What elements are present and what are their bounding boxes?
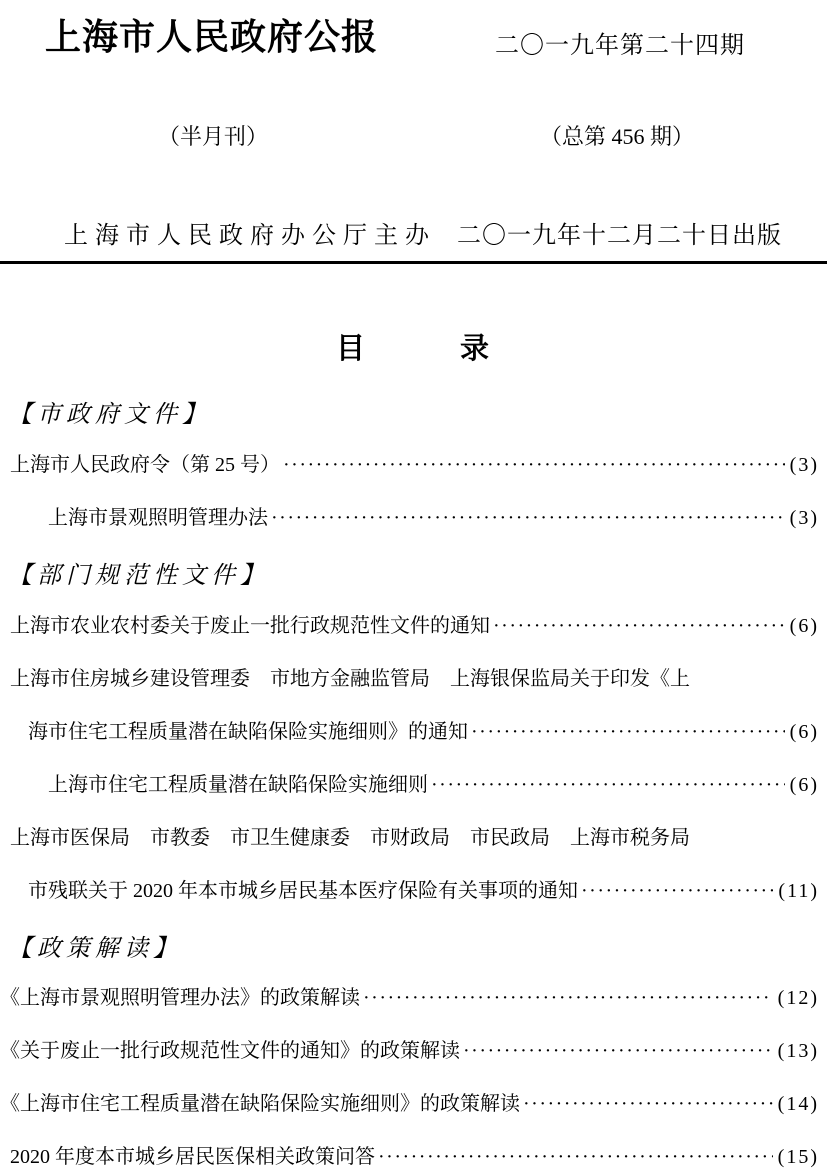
- toc-entry: [8, 719, 819, 746]
- publisher-label: 上海市人民政府办公厅主办: [64, 223, 436, 249]
- entry-text: 《上海市景观照明管理办法》的政策解读: [0, 987, 360, 1010]
- section-title: 【市政府文件】: [8, 402, 211, 428]
- entry-text: 上海市住宅工程质量潜在缺陷保险实施细则: [48, 773, 428, 796]
- section-title: 【部门规范性文件】: [8, 562, 269, 589]
- periodicity-label: （半月刊）: [158, 124, 269, 149]
- page-number: (12): [777, 987, 819, 1010]
- dot-leader: [283, 452, 785, 479]
- entry-text: 海市住宅工程质量潜在缺陷保险实施细则》的通知: [28, 720, 468, 743]
- toc-entry: [0, 1038, 819, 1065]
- dot-leader: [471, 719, 785, 746]
- toc-entry: [8, 772, 819, 799]
- toc-entry: [8, 825, 819, 852]
- toc-entry: [8, 878, 819, 905]
- dot-leader: [271, 505, 785, 532]
- section-entries: [0, 985, 819, 1170]
- page-number: (3): [789, 453, 819, 476]
- toc-entry: [8, 613, 819, 640]
- page-number: (13): [777, 1040, 819, 1063]
- publisher-row: [8, 215, 819, 250]
- entry-text: 《上海市住宅工程质量潜在缺陷保险实施细则》的政策解读: [0, 1093, 520, 1116]
- page-number: (15): [777, 1146, 819, 1169]
- toc-section: [8, 401, 819, 532]
- subtitle-row: [8, 120, 819, 151]
- dot-leader: [363, 985, 773, 1012]
- toc-entry: [8, 666, 819, 693]
- dot-leader: [581, 878, 773, 905]
- total-issue-label: （总第 456 期）: [539, 124, 694, 149]
- dot-leader: [431, 772, 785, 799]
- gazette-title: 上海市人民政府公报: [45, 17, 379, 57]
- entry-text: 上海市农业农村委关于废止一批行政规范性文件的通知: [10, 614, 490, 637]
- section-title: 【政策解读】: [8, 935, 182, 962]
- entry-text: 市残联关于 2020 年本市城乡居民基本医疗保险有关事项的通知: [28, 879, 578, 902]
- entry-text: 上海市人民政府令（第 25 号）: [10, 453, 280, 476]
- toc-entry: [8, 452, 819, 479]
- dot-leader: [523, 1091, 773, 1118]
- issue-number: 二〇一九年第二十四期: [495, 33, 745, 59]
- dot-leader: [378, 1144, 773, 1170]
- toc-section: [0, 935, 819, 1170]
- dot-leader: [493, 613, 785, 640]
- entry-text: 2020 年度本市城乡居民医保相关政策问答: [10, 1146, 375, 1169]
- section-entries: [8, 613, 819, 905]
- toc-sections: [0, 401, 819, 1170]
- page-number: (6): [789, 773, 819, 796]
- page-number: (3): [789, 506, 819, 529]
- toc-heading: 目 录: [335, 333, 491, 365]
- header-divider-rule: [0, 261, 827, 264]
- toc-entry: [0, 1091, 819, 1118]
- entry-text: 《关于废止一批行政规范性文件的通知》的政策解读: [0, 1040, 460, 1063]
- page-number: (11): [778, 879, 819, 902]
- dot-leader: [463, 1038, 773, 1065]
- toc-section: [8, 562, 819, 905]
- entry-text: 上海市住房城乡建设管理委 市地方金融监管局 上海银保监局关于印发《上: [10, 667, 690, 690]
- entry-text: 上海市医保局 市教委 市卫生健康委 市财政局 市民政局 上海市税务局: [10, 826, 690, 849]
- publish-date-label: 二〇一九年十二月二十日出版: [457, 223, 782, 249]
- toc-entry: [0, 985, 819, 1012]
- page-number: (6): [789, 720, 819, 743]
- page-number: (6): [789, 614, 819, 637]
- section-entries: [8, 452, 819, 532]
- toc-entry: [8, 505, 819, 532]
- masthead-row: [8, 18, 819, 60]
- toc-entry: [8, 1144, 819, 1170]
- page-number: (14): [777, 1093, 819, 1116]
- entry-text: 上海市景观照明管理办法: [48, 506, 268, 529]
